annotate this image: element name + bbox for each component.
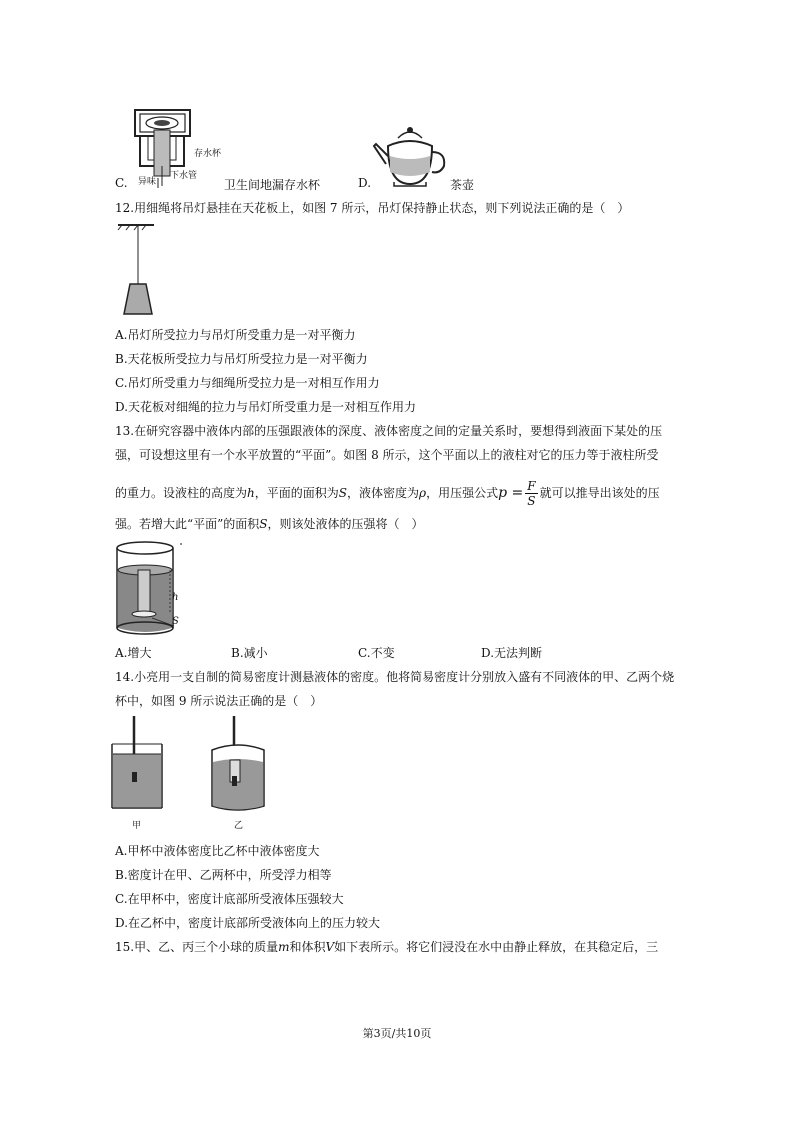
question-14-option-c: C.在甲杯中，密度计底部所受液体压强较大 [115, 892, 344, 906]
chandelier-figure [118, 222, 158, 320]
page-footer: 第3页/共10页 [362, 1027, 432, 1040]
question-13-line-3: 的重力。设液柱的高度为h，平面的面积为S，液体密度为ρ，用压强公式p = $\frac{F}{S}$ 就可以推导出该处的压 [115, 479, 660, 508]
beaker-a-figure [108, 714, 168, 814]
beaker-a-label: 甲 [132, 821, 142, 831]
option-c-prefix: C. [115, 176, 128, 190]
question-13-option-b: B.减小 [231, 646, 268, 660]
question-12-option-a: A.吊灯所受拉力与吊灯所受重力是一对平衡力 [115, 328, 356, 342]
question-14-line-1: 14.小亮用一支自制的简易密度计测悬液体的密度。他将简易密度计分别放入盛有不同液体的甲、乙两个烧 [115, 670, 675, 684]
formula-denominator: S [527, 494, 536, 508]
teapot-figure [372, 122, 452, 188]
option-d-caption: 茶壶 [450, 178, 475, 192]
question-13-option-d: D.无法判断 [481, 646, 543, 660]
option-d-prefix: D. [358, 176, 372, 190]
variable-S: S [338, 486, 347, 500]
question-13-line-4: 强。若增大此“平面”的面积S，则该处液体的压强将（ ） [115, 517, 424, 531]
variable-rho: ρ [419, 486, 427, 500]
question-12-option-b: B.天花板所受拉力与吊灯所受拉力是一对平衡力 [115, 352, 368, 366]
figure-label-S: S [172, 616, 179, 627]
figure-label-drain: 下水管 [170, 171, 198, 181]
variable-h: h [247, 486, 255, 500]
beaker-b-figure [208, 714, 268, 814]
question-14-option-d: D.在乙杯中，密度计底部所受液体向上的压力较大 [115, 916, 381, 930]
option-c-caption: 卫生间地漏存水杯 [224, 178, 321, 192]
variable-m: m [278, 940, 290, 954]
question-14-option-b: B.密度计在甲、乙两杯中，所受浮力相等 [115, 868, 332, 882]
figure-label-h: h [172, 592, 179, 603]
formula-lhs: p = [498, 485, 524, 501]
question-13-option-c: C.不变 [358, 646, 395, 660]
variable-V: V [325, 940, 335, 954]
question-15-line-1: 15.甲、乙、丙三个小球的质量m和体积V如下表所示。将它们浸没在水中由静止释放，在其稳定后，三 [115, 940, 659, 954]
formula-numerator: F [527, 479, 536, 493]
figure-label-ground: 异味 [138, 177, 157, 187]
question-13-line-1: 13.在研究容器中液体内部的压强跟液体的深度、液体密度之间的定量关系时，要想得到液面下某处的压 [115, 424, 663, 438]
question-14-line-2: 杯中，如图 9 所示说法正确的是（ ） [115, 694, 323, 708]
question-12-option-d: D.天花板对细绳的拉力与吊灯所受重力是一对相互作用力 [115, 400, 417, 414]
question-13-line-2: 强，可设想这里有一个水平放置的“平面”。如图 8 所示，这个平面以上的液柱对它的压力等于液柱所受 [115, 448, 659, 462]
question-13-option-a: A.增大 [115, 646, 152, 660]
beaker-b-label: 乙 [234, 821, 244, 831]
figure-label-cup: 存水杯 [194, 149, 222, 159]
question-12-option-c: C.吊灯所受重力与细绳所受拉力是一对相互作用力 [115, 376, 380, 390]
question-12-stem: 12.用细绳将吊灯悬挂在天花板上，如图 7 所示，吊灯保持静止状态，则下列说法正确的是（ ） [115, 201, 630, 215]
question-14-option-a: A.甲杯中液体密度比乙杯中液体密度大 [115, 844, 320, 858]
pressure-formula-fraction [525, 479, 537, 508]
